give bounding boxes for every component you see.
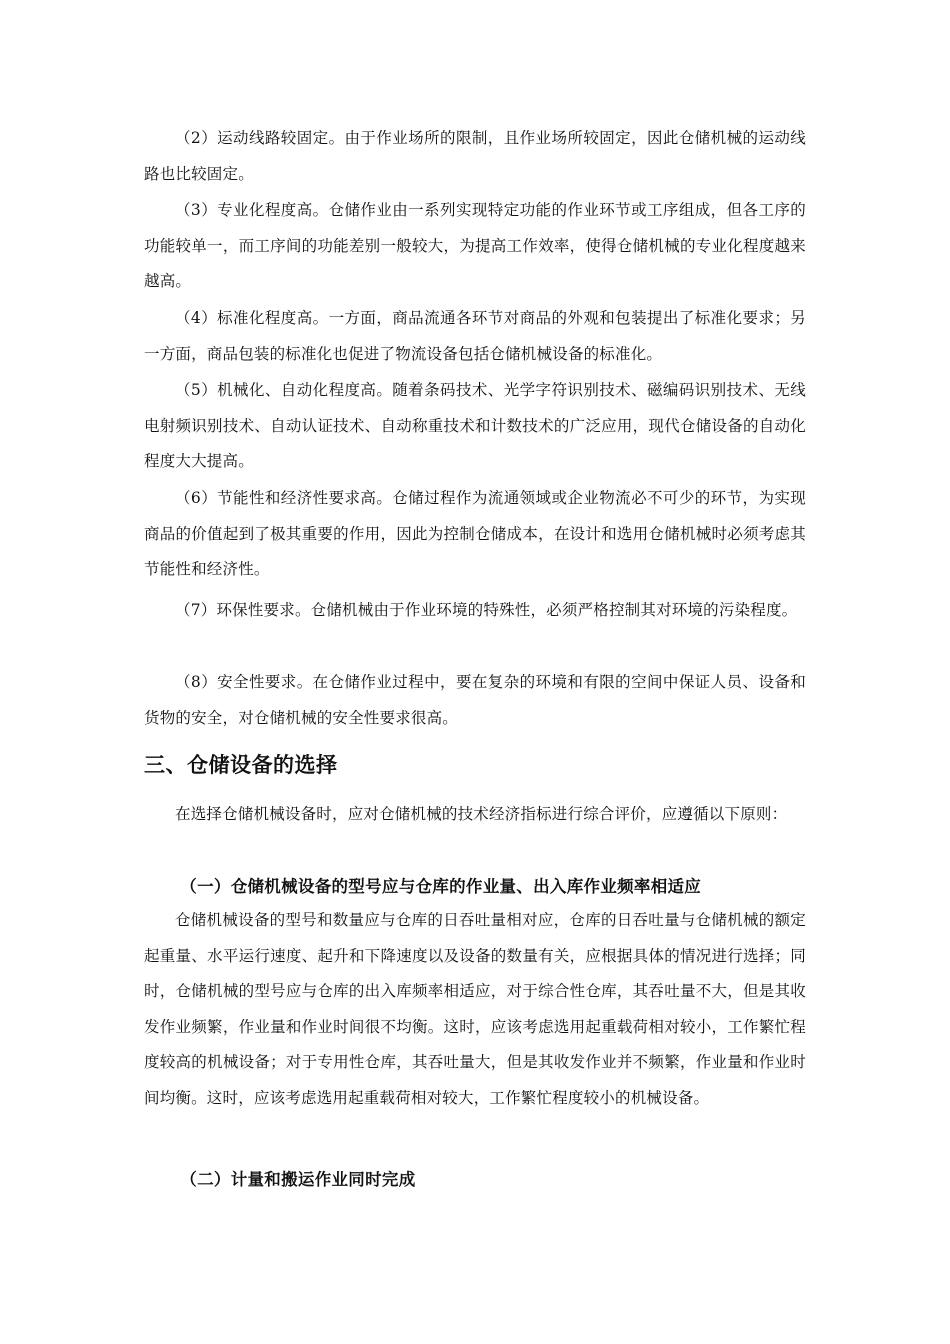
subsection-heading-2: （二）计量和搬运作业同时完成 (180, 1170, 416, 1189)
section-intro: 在选择仓储机械设备时，应对仓储机械的技术经济指标进行综合评价，应遵循以下原则： (175, 805, 788, 823)
paragraph-item-7: （7）环保性要求。仓储机械由于作业环境的特殊性，必须严格控制其对环境的污染程度。 (175, 601, 798, 619)
paragraph-item-4: （4）标准化程度高。一方面，商品流通各环节对商品的外观和包装提出了标准化要求；另一方面，商品包装的标准化也促进了物流设备包括仓储机械设备的标准化。 (144, 309, 806, 363)
subsection-heading-1: （一）仓储机械设备的型号应与仓库的作业量、出入库作业频率相适应 (180, 877, 702, 896)
subsection-body-1: 仓储机械设备的型号和数量应与仓库的日吞吐量相对应，仓库的日吞吐量与仓储机械的额定起重量、水平运行速度、起升和下降速度以及设备的数量有关，应根据具体的情况进行选择；同时，仓储机械的型号应与仓库的出入库频率相适应，对于综合性仓库，其吞吐量不大，但是其收发作业频繁，作业量和作业时间很不均衡。这时，应该考虑选用起重载荷相对较小，工作繁忙程度较高的机械设备；对于专用性仓库，其吞吐量大，但是其收发作业并不频繁，作业量和作业时间均衡。这时，应该考虑选用起重载荷相对较大，工作繁忙程度较小的机械设备。 (144, 911, 806, 1107)
paragraph-item-5: （5）机械化、自动化程度高。随着条码技术、光学字符识别技术、磁编码识别技术、无线电射频识别技术、自动认证技术、自动称重技术和计数技术的广泛应用，现代仓储设备的自动化程度大大提高。 (144, 381, 806, 470)
paragraph-item-2: （2）运动线路较固定。由于作业场所的限制，且作业场所较固定，因此仓储机械的运动线路也比较固定。 (144, 129, 806, 183)
section-heading: 三、仓储设备的选择 (144, 753, 338, 777)
paragraph-item-6: （6）节能性和经济性要求高。仓储过程作为流通领域或企业物流必不可少的环节，为实现商品的价值起到了极其重要的作用，因此为控制仓储成本，在设计和选用仓储机械时必须考虑其节能性和经济性。 (144, 489, 806, 578)
paragraph-item-3: （3）专业化程度高。仓储作业由一系列实现特定功能的作业环节或工序组成，但各工序的功能较单一，而工序间的功能差别一般较大，为提高工作效率，使得仓储机械的专业化程度越来越高。 (144, 201, 806, 290)
paragraph-item-8: （8）安全性要求。在仓储作业过程中，要在复杂的环境和有限的空间中保证人员、设备和货物的安全，对仓储机械的安全性要求很高。 (144, 673, 806, 727)
